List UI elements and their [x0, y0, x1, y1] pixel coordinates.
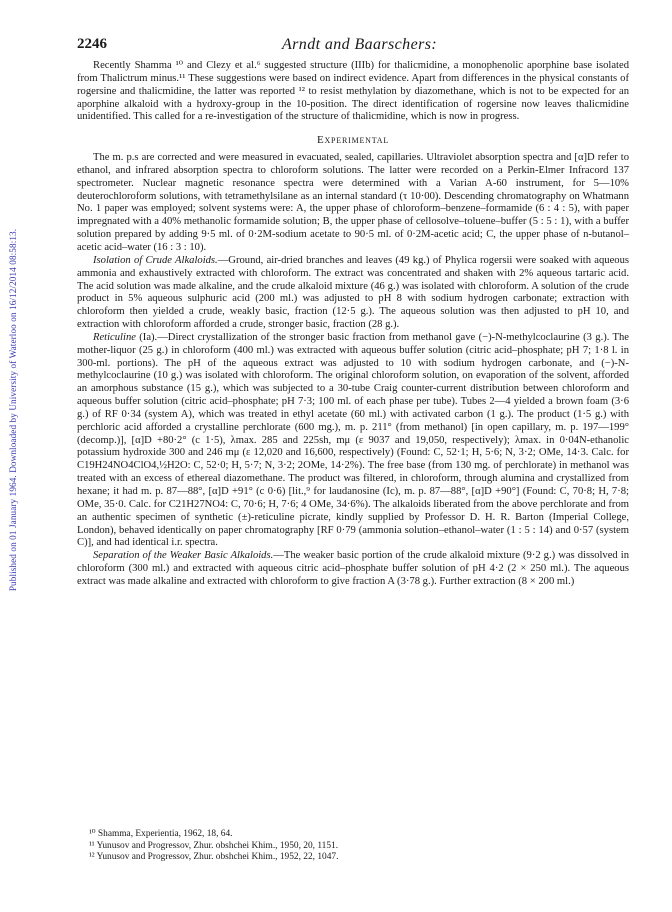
footnote-12: ¹² Yunusov and Progressov, Zhur. obshchei Khim., 1952, 22, 1047.: [89, 852, 339, 863]
footnotes: [77, 829, 629, 864]
separation-text: —The weaker basic portion of the crude alkaloid mixture (9·2 g.) was dissolved in chloroform (300 ml.) and extracted with aqueous citric acid–phosphate buffer solution of pH 4·2 (2 × 250 ml.). The aqueous extract was made alkaline and extracted with chloroform to give fraction A (3·78 g.). Further extraction (8 × 200 ml.): [77, 550, 630, 587]
section-heading-experimental: Experimental: [316, 134, 390, 147]
page-number: 2246: [77, 36, 107, 52]
download-watermark: [6, 130, 20, 690]
isolation-paragraph: [77, 255, 629, 332]
isolation-title: Isolation of Crude Alkaloids.: [93, 254, 218, 266]
general-methods-paragraph: The m. p.s are corrected and were measured in evacuated, sealed, capillaries. Ultraviolet absorption spectra and [α]D refer to ethanol, and infrared absorption spectra to chloroform solutions. The latter were recorded on a Perkin-Elmer Infracord 137 spectrometer. Nuclear magnetic resonance spectra were determined with a Varian A-60 instrument, for 5—10% deuterochloroform solutions, with tetramethylsilane as an internal standard (τ 10·00). Descending chromatography on Whatmann No. 1 paper was employed; solvent systems were: A, the upper phase of chloroform–benzene–formamide (6 : 4 : 5), with paper impregnated with a 40% methanolic formamide solution; B, the upper phase of cellosolve–toluene–buffer (5 : 5 : 1), with a buffer solution prepared by adding 9·5 ml. of 0·2M-sodium acetate to 90·5 ml. of 0·2M-acetic acid; C, the upper phase of n-butanol–acetic acid–water (16 : 3 : 10).: [77, 152, 629, 253]
article-body: [77, 60, 629, 589]
separation-title: Separation of the Weaker Basic Alkaloids.: [93, 550, 274, 562]
running-head: Arndt and Baarschers:: [282, 36, 438, 53]
separation-paragraph: [77, 550, 629, 589]
intro-paragraph: Recently Shamma ¹⁰ and Clezy et al.⁶ suggested structure (IIIb) for thalicmidine, a monophenolic aporphine base isolated from Thalictrum minus.¹¹ These suggestions were based on indirect evidence. Apart from differences in the physical constants of rogersine and thalicmidine, the latter was reported ¹² to resist methylation by diazomethane, which is not to be expected for an aporphine alkaloid with a hydroxy-group in the 10-position. The direct identification of rogersine now leaves thalicmidine unidentified. This called for a re-investigation of the structure of thalicmidine, which is now in progress.: [77, 60, 629, 123]
footnote-10: ¹⁰ Shamma, Experientia, 1962, 18, 64.: [89, 829, 233, 839]
reticuline-title: Reticuline: [93, 331, 136, 343]
isolation-text: —Ground, air-dried branches and leaves (49 kg.) of Phylica rogersii were soaked with aqueous ammonia and exhaustively extracted with chloroform. The extract was concentrated and shaken with 2% aqueous tartaric acid. The acid solution was made alkaline, and the crude alkaloid mixture (46 g.) was isolated with chloroform. A solution of the crude product in 5% aqueous sulphuric acid (200 ml.) was adjusted to pH 8 with sodium hydrogen carbonate; extraction with chloroform then yielded a crude, weakly basic, fraction (12·5 g.). The aqueous solution was then adjusted to pH 10, and extraction with chloroform afforded a crude, stronger basic, fraction (28 g.).: [77, 254, 629, 331]
footnote-11: ¹¹ Yunusov and Progressov, Zhur. obshchei Khim., 1950, 20, 1151.: [89, 840, 339, 851]
page-header: [77, 36, 628, 54]
reticuline-paragraph: [77, 332, 629, 550]
download-watermark-text: Published on 01 January 1964. Downloaded by University of Waterloo on 16/12/2014 08:58:13.: [8, 228, 19, 592]
reticuline-text: (Ia).—Direct crystallization of the stronger basic fraction from methanol gave (−)-N-methylcoclaurine (3 g.). The mother-liquor (25 g.) in chloroform (400 ml.) was extracted with aqueous buffer solution (citric acid–phosphate; pH 7; 1·8 l. in 300-ml. portions). The pH of the aqueous extract was adjusted to 10 with sodium hydrogen carbonate, and (−)-N-methylcoclaurine (10 g.) was isolated with chloroform. The original chloroform solution, on evaporation of the solvent, afforded an amorphous substance (15 g.), which was subjected to a 30-tube Craig counter-current distribution between chloroform and aqueous buffer solution (citric acid–phosphate; pH 7·3; 100 ml. of each phase per tube). Tubes 2—4 yielded a brown foam (3·6 g.) of RF 0·34 (system A), which was treated in ethyl acetate (60 ml.) with activated carbon (1 g.). The product (1·5 g.) with perchloric acid afforded a crystalline perchlorate (600 mg.), m. p. 211° (from methanol) [in open capillary, m. p. 197—199° (decomp.)], [α]D +80·2° (c 1·5), λmax. 285 and 225sh, mμ (ε 9037 and 19,050, respectively); λmax. in 0·04N-ethanolic potassium hydroxide 300 and 246 mμ (ε 12,020 and 16,600, respectively) (Found: C, 52·1; H, 5·6; N, 3·2; OMe, 14·3. Calc. for C19H24NO4ClO4,½H2O: C, 52·0; H, 5·7; N, 3·2; 2OMe, 14·2%). The free base (from 130 mg. of perchlorate) in methanol was treated with an excess of ethereal diazomethane. The product was filtered, in chloroform, through alumina and crystallized from hexane; it had m. p. 87—88°, [α]D +91° (c 0·6) [lit.,⁹ for laudanosine (Ic), m. p. 87—88°, [α]D +90°] (Found: C, 70·8; H, 7·8; OMe, 35·0. Calc. for C21H27NO4: C, 70·6; H, 7·6; 4 OMe, 34·6%). The alkaloids liberated from the above perchlorate and from an authentic specimen of synthetic (±)-reticuline picrate, kindly supplied by Professor D. H. R. Barton (Imperial College, London), behaved identically on paper chromatography [RF 0·79 (ammonia solution–ethanol–water (1 : 5 : 14) and 0·57 (system C)], and had identical i.r. spectra.: [77, 331, 629, 549]
